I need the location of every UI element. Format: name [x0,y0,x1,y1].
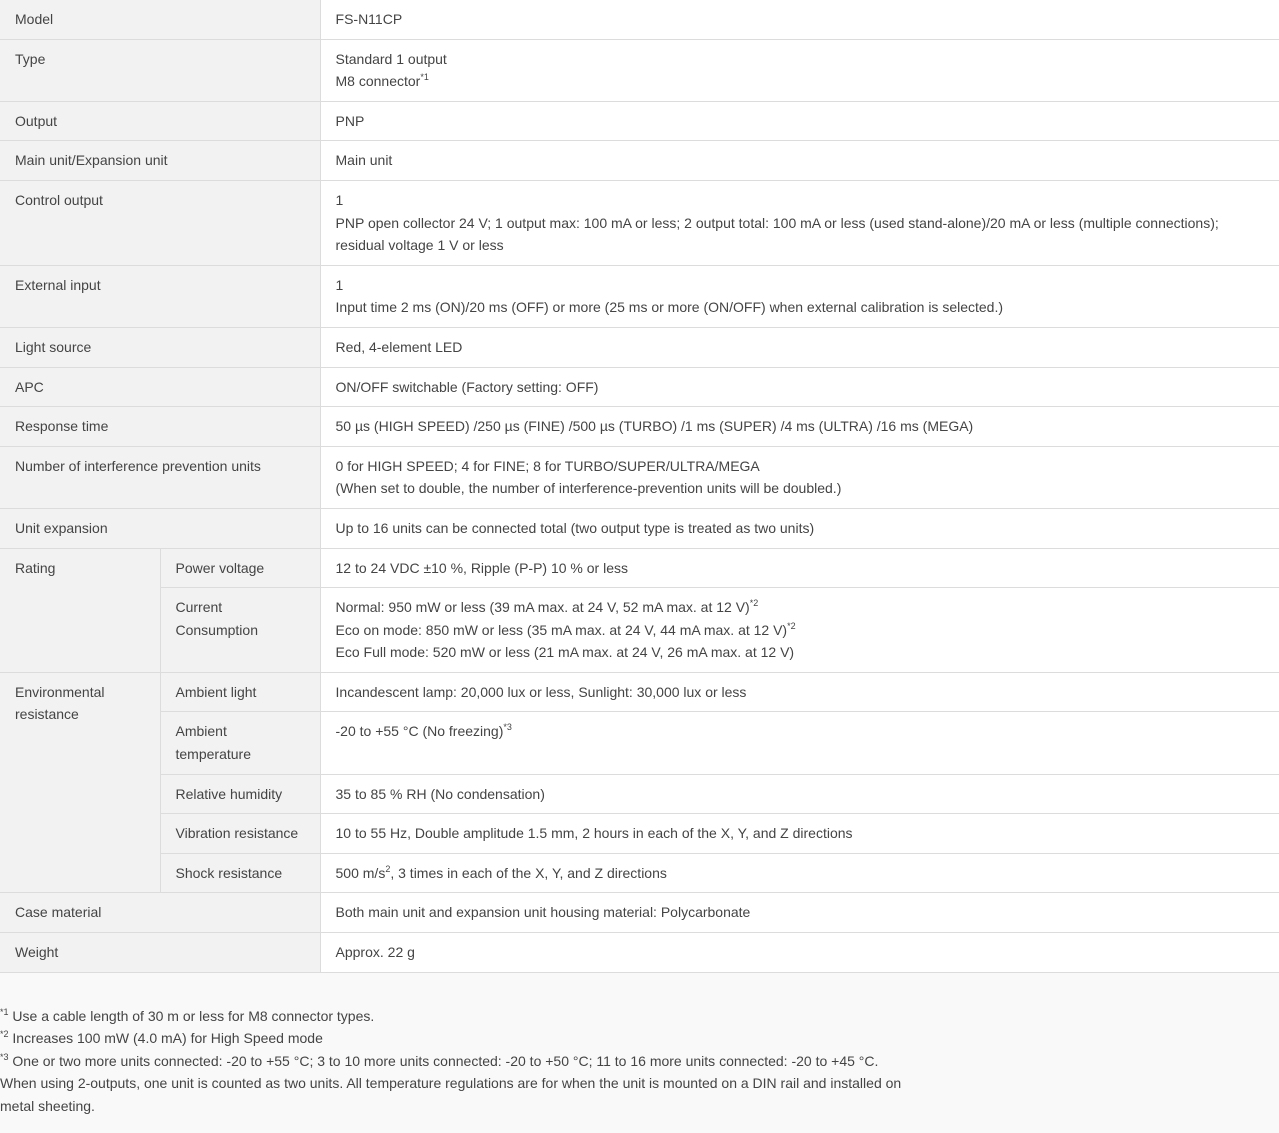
row-external-input [0,265,1279,327]
value-line [336,70,1264,93]
row-label: Output [0,101,320,141]
row-value [320,39,1279,101]
footnote-text: Increases 100 mW (4.0 mA) for High Speed mode [8,1030,323,1047]
row-value: 12 to 24 VDC ±10 %, Ripple (P-P) 10 % or less [320,548,1279,588]
superscript: 2 [385,863,391,874]
value-text: Eco on mode: 850 mW or less (35 mA max. at 24 V, 44 mA max. at 12 V) [335,621,788,638]
footnote-ref: *2 [749,598,759,609]
footnote-text: Use a cable length of 30 m or less for M8 connector types. [8,1007,375,1024]
sub-label: Ambient light [160,672,320,712]
label-line: temperature [175,746,251,763]
row-label: Response time [0,407,320,447]
row-unit-expansion [0,508,1279,548]
row-output [0,101,1279,141]
value-text: M8 connector [335,73,421,90]
sub-label [160,712,320,774]
row-label: Model [0,0,320,39]
row-value: ON/OFF switchable (Factory setting: OFF) [320,367,1279,407]
row-value [320,853,1279,893]
sub-label: Power voltage [160,548,320,588]
value-line [336,596,1264,619]
row-ambient-light [0,672,1279,712]
sub-label: Vibration resistance [160,814,320,854]
row-ambient-temperature [0,712,1279,774]
row-value: Incandescent lamp: 20,000 lux or less, Sunlight: 30,000 lux or less [320,672,1279,712]
value-text: , 3 times in each of the X, Y, and Z directions [390,864,667,881]
row-type [0,39,1279,101]
group-label-environmental [0,672,160,893]
value-text: 500 m/s [335,864,386,881]
row-apc [0,367,1279,407]
footnote-3 [0,1050,915,1118]
value-line: residual voltage 1 V or less [335,237,504,254]
value-line: PNP open collector 24 V; 1 output max: 100 mA or less; 2 output total: 100 mA or less (used stand-alone)/20 mA or less (multiple connections); [335,214,1219,231]
row-value: Main unit [320,141,1279,181]
row-value: Up to 16 units can be connected total (two output type is treated as two units) [320,508,1279,548]
value-line: Input time 2 ms (ON)/20 ms (OFF) or more (25 ms or more (ON/OFF) when external calibration is selected.) [335,299,1004,316]
row-label: APC [0,367,320,407]
value-line: Standard 1 output [335,50,447,67]
value-line: (When set to double, the number of interference-prevention units will be doubled.) [335,480,842,497]
row-label: Weight [0,933,320,973]
row-light-source [0,327,1279,367]
row-label: Main unit/Expansion unit [0,141,320,181]
row-value [320,265,1279,327]
row-label: Control output [0,180,320,265]
footnotes [0,1005,915,1118]
footnote-ref: *1 [420,72,429,83]
row-label: Unit expansion [0,508,320,548]
sub-label: Relative humidity [160,774,320,814]
value-line [336,619,1264,642]
value-line: 0 for HIGH SPEED; 4 for FINE; 8 for TURBO/SUPER/ULTRA/MEGA [335,457,760,474]
footnote-2 [0,1027,915,1050]
row-value [320,180,1279,265]
row-interference [0,446,1279,508]
row-case-material [0,893,1279,933]
row-weight [0,933,1279,973]
row-control-output [0,180,1279,265]
sub-label [160,588,320,673]
label-line: Ambient [175,723,227,740]
value-line: 1 [335,191,344,208]
footnote-mark: *1 [0,1006,9,1017]
row-value [320,588,1279,673]
row-value: FS-N11CP [320,0,1279,39]
row-current-consumption [0,588,1279,673]
row-label: External input [0,265,320,327]
row-power-voltage [0,548,1279,588]
group-label-rating: Rating [0,548,160,672]
label-line: resistance [15,706,79,723]
row-label: Case material [0,893,320,933]
row-label: Light source [0,327,320,367]
row-value: Approx. 22 g [320,933,1279,973]
value-text: Normal: 950 mW or less (39 mA max. at 24 V, 52 mA max. at 12 V) [335,599,750,616]
row-response-time [0,407,1279,447]
row-value [320,712,1279,774]
label-line: Environmental [15,683,105,700]
value-line: Eco Full mode: 520 mW or less (21 mA max. at 24 V, 26 mA max. at 12 V) [335,644,795,661]
value-line: 1 [335,276,344,293]
row-shock-resistance [0,853,1279,893]
footnote-1 [0,1005,915,1028]
footnote-ref: *3 [503,722,512,733]
label-line: Current [175,599,223,616]
sub-label: Shock resistance [160,853,320,893]
row-value: 10 to 55 Hz, Double amplitude 1.5 mm, 2 hours in each of the X, Y, and Z directions [320,814,1279,854]
row-model [0,0,1279,39]
footnote-mark: *3 [0,1051,9,1062]
value-text: -20 to +55 °C (No freezing) [335,723,504,740]
row-label: Number of interference prevention units [0,446,320,508]
row-vibration-resistance [0,814,1279,854]
row-value: 50 µs (HIGH SPEED) /250 µs (FINE) /500 µs (TURBO) /1 ms (SUPER) /4 ms (ULTRA) /16 ms (MEGA) [320,407,1279,447]
row-value: Red, 4-element LED [320,327,1279,367]
row-value [320,446,1279,508]
row-main-unit [0,141,1279,181]
label-line: Consumption [175,621,258,638]
row-value: 35 to 85 % RH (No condensation) [320,774,1279,814]
footnote-mark: *2 [0,1029,9,1040]
row-value: PNP [320,101,1279,141]
row-label: Type [0,39,320,101]
footnote-ref: *2 [787,620,796,631]
row-relative-humidity [0,774,1279,814]
footnote-text: One or two more units connected: -20 to +55 °C; 3 to 10 more units connected: -20 to +50 °C; 11 to 16 more units connected: -20 to +45 °C. When using 2-outputs, one unit is counted as two units. All temperature regulations are for when the unit is mounted on a DIN rail and installed on metal sheeting. [0,1052,902,1114]
row-value: Both main unit and expansion unit housing material: Polycarbonate [320,893,1279,933]
